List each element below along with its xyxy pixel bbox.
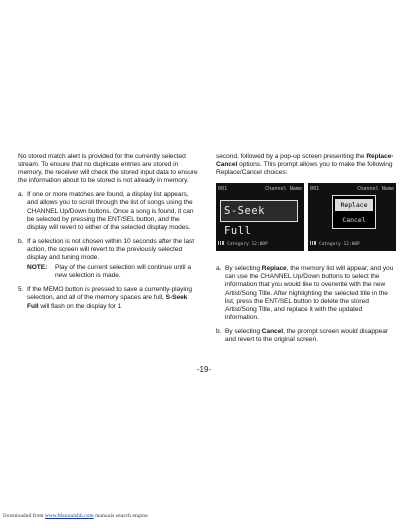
right-column [216, 153, 396, 344]
item-a-text-pre: By selecting [225, 265, 262, 273]
item-label: a. [18, 191, 24, 199]
item-label: b. [18, 237, 24, 245]
channel-name: Channel Name [265, 186, 302, 193]
lcd-main-message: S-Seek Full [220, 200, 298, 222]
replace-cancel-popup [332, 195, 376, 229]
category-time: Category 12:00P [319, 242, 360, 248]
lcd-header [218, 185, 302, 193]
right-intro-paragraph [216, 153, 396, 177]
item-5-text-post: will flash on the display for 1 [38, 302, 122, 310]
left-intro-paragraph: No stored match alert is provided for the currently selected stream. To ensure that no duplicate entries are stored in memory, the receiver will check the stored input data to ensure the information about to be stored is not already in memory. [18, 153, 198, 185]
replace-term: Replace [261, 265, 287, 273]
item-text: If one or more matches are found, a display list appears, and allows you to scroll through the list of songs using the CHANNEL Up/Down buttons. Once a song is found, it can be selected by pressing the ENT/SEL button, and the display will revert to either of the selected display modes. [27, 191, 194, 231]
item-label: b. [216, 327, 222, 335]
lcd-header [310, 185, 394, 193]
left-item-a [18, 191, 198, 231]
display-illustrations [216, 183, 396, 255]
category-time: Category 12:00P [227, 242, 268, 248]
item-text: If a selection is not chosen within 10 seconds after the last action, the screen will revert to the previously selected display and tuning mode. [27, 237, 195, 262]
page-number: -19- [196, 365, 212, 374]
download-footer [3, 514, 148, 519]
lcd-s-seek-full [216, 183, 304, 251]
lcd-replace-cancel [308, 183, 396, 251]
left-column [18, 153, 198, 311]
item-label: a. [216, 265, 222, 273]
channel-name: Channel Name [357, 186, 394, 193]
item-5-text-pre: If the MEMO button is pressed to save a currently-playing selection, and all of the memory spaces are full, [27, 286, 193, 302]
right-item-b [216, 328, 396, 344]
right-item-a [216, 265, 396, 322]
item-b-text-post: , the prompt screen would disappear and revert to the original screen. [225, 327, 388, 344]
item-label: 5. [18, 286, 24, 294]
left-item-b [18, 238, 198, 262]
replace-option: Replace [335, 199, 373, 211]
lcd-footer [310, 241, 394, 249]
note-label: NOTE: [27, 264, 48, 272]
footer-text-pre: Downloaded from [3, 514, 45, 519]
note-text: Play of the current selection will continue until a new selection is made. [55, 264, 191, 280]
channel-number: 001 [310, 186, 320, 193]
item-b-text-pre: By selecting [225, 327, 262, 335]
left-item-5 [18, 286, 198, 310]
item-a-text-post: , the memory list will appear, and you can use the CHANNEL Up/Down buttons to select the information that you would like to overwrite with the new Artist/Song Title. After highlighting the selected title in the list, press the ENT/SEL button to delete the stored Artist/Song Title, and replace it with the updated information. [225, 265, 394, 321]
note-block [27, 264, 198, 280]
item-text [225, 328, 396, 344]
item-text [225, 265, 396, 322]
channel-number: 001 [218, 186, 228, 193]
manualslib-link[interactable]: www.Manualslib.com [44, 514, 94, 519]
intro-text-pre: second, followed by a pop-up screen presenting the [216, 153, 367, 160]
item-text [27, 286, 198, 310]
lcd-footer [218, 241, 302, 249]
replace-cancel-term: Replace-Cancel [216, 153, 394, 169]
footer-text-post: manuals search engine [93, 514, 148, 519]
intro-text-post: options. This prompt allows you to make the following Replace/Cancel choices: [216, 161, 393, 177]
signal-strength-icon [310, 241, 316, 245]
cancel-option: Cancel [342, 216, 366, 225]
signal-strength-icon [218, 241, 224, 245]
cancel-term: Cancel [261, 327, 284, 335]
s-seek-full-term: S-Seek Full [27, 294, 188, 310]
